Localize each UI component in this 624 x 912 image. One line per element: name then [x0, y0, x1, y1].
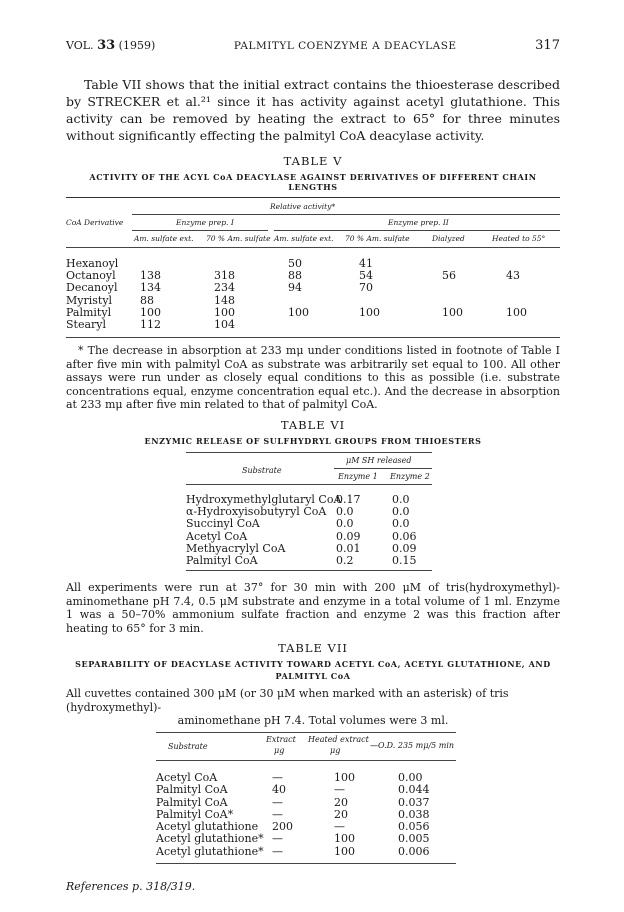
- t5-group-2: Enzyme prep. II: [388, 218, 449, 227]
- t6-row: [186, 493, 432, 505]
- t7-row: [156, 796, 456, 808]
- t7-cell-value: 100: [334, 844, 355, 858]
- page-header: [66, 38, 560, 62]
- t6-cell-value: 0.0: [336, 504, 354, 518]
- t5-cell-value: 56: [442, 269, 456, 283]
- t7-cell-value: —: [272, 844, 283, 858]
- t7-cell-value: —: [334, 820, 345, 834]
- table-7-grid: [156, 732, 456, 864]
- t6-cell-substrate: Methyacrylyl CoA: [186, 541, 286, 555]
- t5-col-3: Am. sulfate ext.: [274, 234, 334, 243]
- t7-cell-value: —: [334, 783, 345, 797]
- t6-cell-value: 0.01: [336, 541, 361, 555]
- t6-cell-substrate: Palmityl CoA: [186, 554, 258, 568]
- t5-cell-derivative: Myristyl: [66, 293, 113, 307]
- t7-cell-value: 100: [334, 832, 355, 846]
- t7-cell-value: 20: [334, 795, 348, 809]
- t5-cell-value: 70: [359, 281, 373, 295]
- t5-spanner: Relative activity*: [270, 202, 336, 211]
- t5-cell-value: 100: [288, 305, 309, 319]
- t6-header: [186, 453, 432, 487]
- t6-cell-value: 0.09: [392, 541, 417, 555]
- t7-row: [156, 771, 456, 783]
- t7-row: [156, 832, 456, 844]
- t6-row: [186, 542, 432, 554]
- table-5-subtitle: ACTIVITY OF THE ACYL CoA DEACYLASE AGAINST DERIVATIVES OF DIFFERENT CHAIN LENGTHS: [89, 172, 537, 192]
- t7-cell-value: 200: [272, 820, 293, 834]
- table-5: [66, 154, 560, 412]
- volume-info: [66, 38, 155, 53]
- t5-stub-header: CoA Derivative: [66, 218, 124, 227]
- volume-number: 33: [97, 38, 116, 53]
- t6-stub-header: Substrate: [242, 465, 282, 475]
- t6-cell-value: 0.0: [392, 492, 410, 506]
- t7-cell-substrate: Acetyl glutathione*: [156, 844, 264, 858]
- t6-cell-value: 0.15: [392, 554, 417, 568]
- t5-row: [66, 282, 560, 294]
- table-5-footnote: * The decrease in absorption at 233 mμ under conditions listed in footnote of Table I after five min with palmityl CoA as substrate was arbitrarily set equal to 100. All other assays were run under as closely equal conditions to this as possible (i.e. substrate concentrations equal, enzyme concentration equal etc.). And the decrease in absorption at 233 mμ after five min related to that of palmityl CoA.: [66, 344, 560, 412]
- t7-cell-value: 0.044: [398, 783, 430, 797]
- t7-col-1-line-2: μg: [274, 745, 285, 755]
- t7-cell-value: 0.00: [398, 770, 423, 784]
- table-7-subtitle-2: PALMITYL CoA: [275, 671, 351, 682]
- t5-cell-derivative: Decanoyl: [66, 281, 118, 295]
- table-7-body: [156, 771, 456, 857]
- table-6-body: [186, 493, 432, 567]
- t5-row: [66, 319, 560, 331]
- t5-row: [66, 295, 560, 307]
- table-6: [66, 418, 560, 636]
- t6-col-2: Enzyme 2: [390, 471, 430, 481]
- t7-col-2-line-1: Heated extract: [308, 734, 369, 744]
- t6-cell-value: 0.0: [392, 517, 410, 531]
- t5-col-4: 70 % Am. sulfate: [345, 234, 410, 243]
- table-6-grid: [186, 452, 432, 572]
- t5-group2-rule: [274, 230, 560, 231]
- t7-cell-substrate: Acetyl CoA: [156, 770, 218, 784]
- t5-cell-value: 112: [140, 317, 161, 331]
- t5-cell-value: 104: [214, 317, 235, 331]
- t7-col-3: —O.D. 235 mμ/5 min: [370, 740, 455, 750]
- t7-bottom-rule: [156, 863, 456, 864]
- t5-cell-derivative: Octanoyl: [66, 269, 116, 283]
- t5-cell-value: 148: [214, 293, 235, 307]
- t5-cell-value: 94: [288, 281, 302, 295]
- t7-cell-value: —: [272, 795, 283, 809]
- t5-cell-value: 100: [214, 305, 235, 319]
- t6-spanner-rule: [334, 468, 432, 469]
- t5-cell-value: 88: [140, 293, 154, 307]
- table-7-caption: TABLE VII: [278, 641, 348, 656]
- t6-row: [186, 554, 432, 566]
- t6-cell-substrate: α-Hydroxyisobutyryl CoA: [186, 504, 327, 518]
- t6-bottom-rule: [186, 570, 432, 571]
- t7-col-1-line-1: Extract: [266, 734, 296, 744]
- t7-cell-value: 100: [334, 770, 355, 784]
- t7-row: [156, 820, 456, 832]
- t7-row: [156, 845, 456, 857]
- t7-cell-substrate: Acetyl glutathione: [156, 820, 259, 834]
- t6-cell-value: 0.09: [336, 529, 361, 543]
- running-title: PALMITYL COENZYME A DEACYLASE: [233, 40, 457, 52]
- table-6-note: All experiments were run at 37° for 30 min with 200 μM of tris(hydroxymethyl)-aminomethane pH 7.4, 0.5 μM substrate and enzyme in a total volume of 1 ml. Enzyme 1 was a 50–70% ammonium sulfate fraction and enzyme 2 was this fraction after heating to 65° for 3 min.: [66, 581, 560, 635]
- table-6-subtitle: ENZYMIC RELEASE OF SULFHYDRYL GROUPS FROM THIOESTERS: [144, 435, 482, 446]
- t7-col-2-line-2: μg: [330, 745, 341, 755]
- t6-cell-value: 0.06: [392, 529, 417, 543]
- t7-cell-value: 0.056: [398, 820, 430, 834]
- t6-header-rule: [186, 484, 432, 485]
- table-5-body: [66, 258, 560, 331]
- t5-cell-value: 100: [140, 305, 161, 319]
- t5-cell-derivative: Palmityl: [66, 305, 112, 319]
- t5-cell-value: 41: [359, 257, 373, 270]
- journal-page: [66, 38, 560, 893]
- page-number: 317: [535, 38, 560, 53]
- volume-year: (1959): [118, 39, 156, 52]
- t7-cell-substrate: Palmityl CoA: [156, 783, 228, 797]
- t7-cell-value: 0.005: [398, 832, 430, 846]
- t5-cell-value: 50: [288, 257, 302, 270]
- t6-cell-value: 0.17: [336, 492, 361, 506]
- table-7-note-1: All cuvettes contained 300 μM (or 30 μM when marked with an asterisk) of tris (hydroxymethyl)-: [66, 687, 509, 714]
- t5-cell-derivative: Hexanoyl: [66, 257, 119, 270]
- t7-cell-value: 0.037: [398, 795, 430, 809]
- t7-stub-header: Substrate: [168, 741, 208, 751]
- t7-cell-substrate: Acetyl glutathione*: [156, 832, 264, 846]
- table-7-subtitle-1: SEPARABILITY OF DEACYLASE ACTIVITY TOWARD ACETYL CoA, ACETYL GLUTATHIONE, AND: [75, 659, 551, 670]
- t5-cell-derivative: Stearyl: [66, 317, 107, 331]
- t5-col-6: Heated to 55°: [492, 234, 546, 243]
- t6-cell-substrate: Hydroxymethylglutaryl CoA: [186, 492, 342, 506]
- t7-cell-substrate: Palmityl CoA*: [156, 807, 234, 821]
- t5-group1-rule: [132, 230, 268, 231]
- table-5-caption: TABLE V: [283, 154, 343, 168]
- t7-cell-substrate: Palmityl CoA: [156, 795, 228, 809]
- volume-label: VOL.: [66, 39, 94, 52]
- t6-cell-value: 0.2: [336, 554, 354, 568]
- t7-cell-value: —: [272, 832, 283, 846]
- t5-spanner-rule: [132, 214, 560, 215]
- t5-cell-value: 138: [140, 269, 161, 283]
- t7-cell-value: 0.006: [398, 844, 430, 858]
- table-5-header: [66, 198, 560, 250]
- t6-cell-substrate: Succinyl CoA: [186, 517, 260, 531]
- t5-cell-value: 100: [359, 305, 380, 319]
- t5-cell-value: 43: [506, 269, 520, 283]
- table-5-bottom-rule: [66, 337, 560, 338]
- t7-cell-value: 40: [272, 783, 286, 797]
- intro-paragraph: Table VII shows that the initial extract contains the thioesterase described by STRECKER et al.²¹ since it has activity against acetyl glutathione. This activity can be removed by heating the extract to 65° for three minutes without significantly effecting the palmityl CoA deacylase activity.: [66, 77, 560, 143]
- t5-cell-value: 54: [359, 269, 373, 283]
- t5-header-rule: [66, 247, 560, 248]
- t5-cell-value: 100: [506, 305, 527, 319]
- t7-header: [156, 733, 456, 763]
- t5-cell-value: 318: [214, 269, 235, 283]
- t7-cell-value: —: [272, 770, 283, 784]
- t6-row: [186, 517, 432, 529]
- t6-row: [186, 530, 432, 542]
- t6-col-1: Enzyme 1: [338, 471, 378, 481]
- t6-cell-substrate: Acetyl CoA: [186, 529, 248, 543]
- t5-cell-value: 134: [140, 281, 161, 295]
- t7-cell-value: 0.038: [398, 807, 430, 821]
- t5-cell-value: 100: [442, 305, 463, 319]
- t7-row: [156, 808, 456, 820]
- table-7-note-2: aminomethane pH 7.4. Total volumes were 3 ml.: [177, 714, 449, 728]
- t5-cell-value: 88: [288, 269, 302, 283]
- table-7: [66, 641, 560, 864]
- t5-col-5: Dialyzed: [432, 234, 465, 243]
- t6-cell-value: 0.0: [392, 504, 410, 518]
- t7-cell-value: 20: [334, 807, 348, 821]
- t7-header-rule: [156, 760, 456, 761]
- t6-cell-value: 0.0: [336, 517, 354, 531]
- t5-col-2: 70 % Am. sulfate: [206, 234, 271, 243]
- table-6-caption: TABLE VI: [280, 417, 346, 432]
- t5-col-1: Am. sulfate ext.: [134, 234, 194, 243]
- t5-cell-value: 234: [214, 281, 235, 295]
- t6-row: [186, 505, 432, 517]
- t7-cell-value: —: [272, 807, 283, 821]
- t5-group-1: Enzyme prep. I: [176, 218, 234, 227]
- references-footer: References p. 318/319.: [66, 879, 196, 893]
- t7-row: [156, 783, 456, 795]
- t6-spanner: μM SH released: [346, 455, 412, 465]
